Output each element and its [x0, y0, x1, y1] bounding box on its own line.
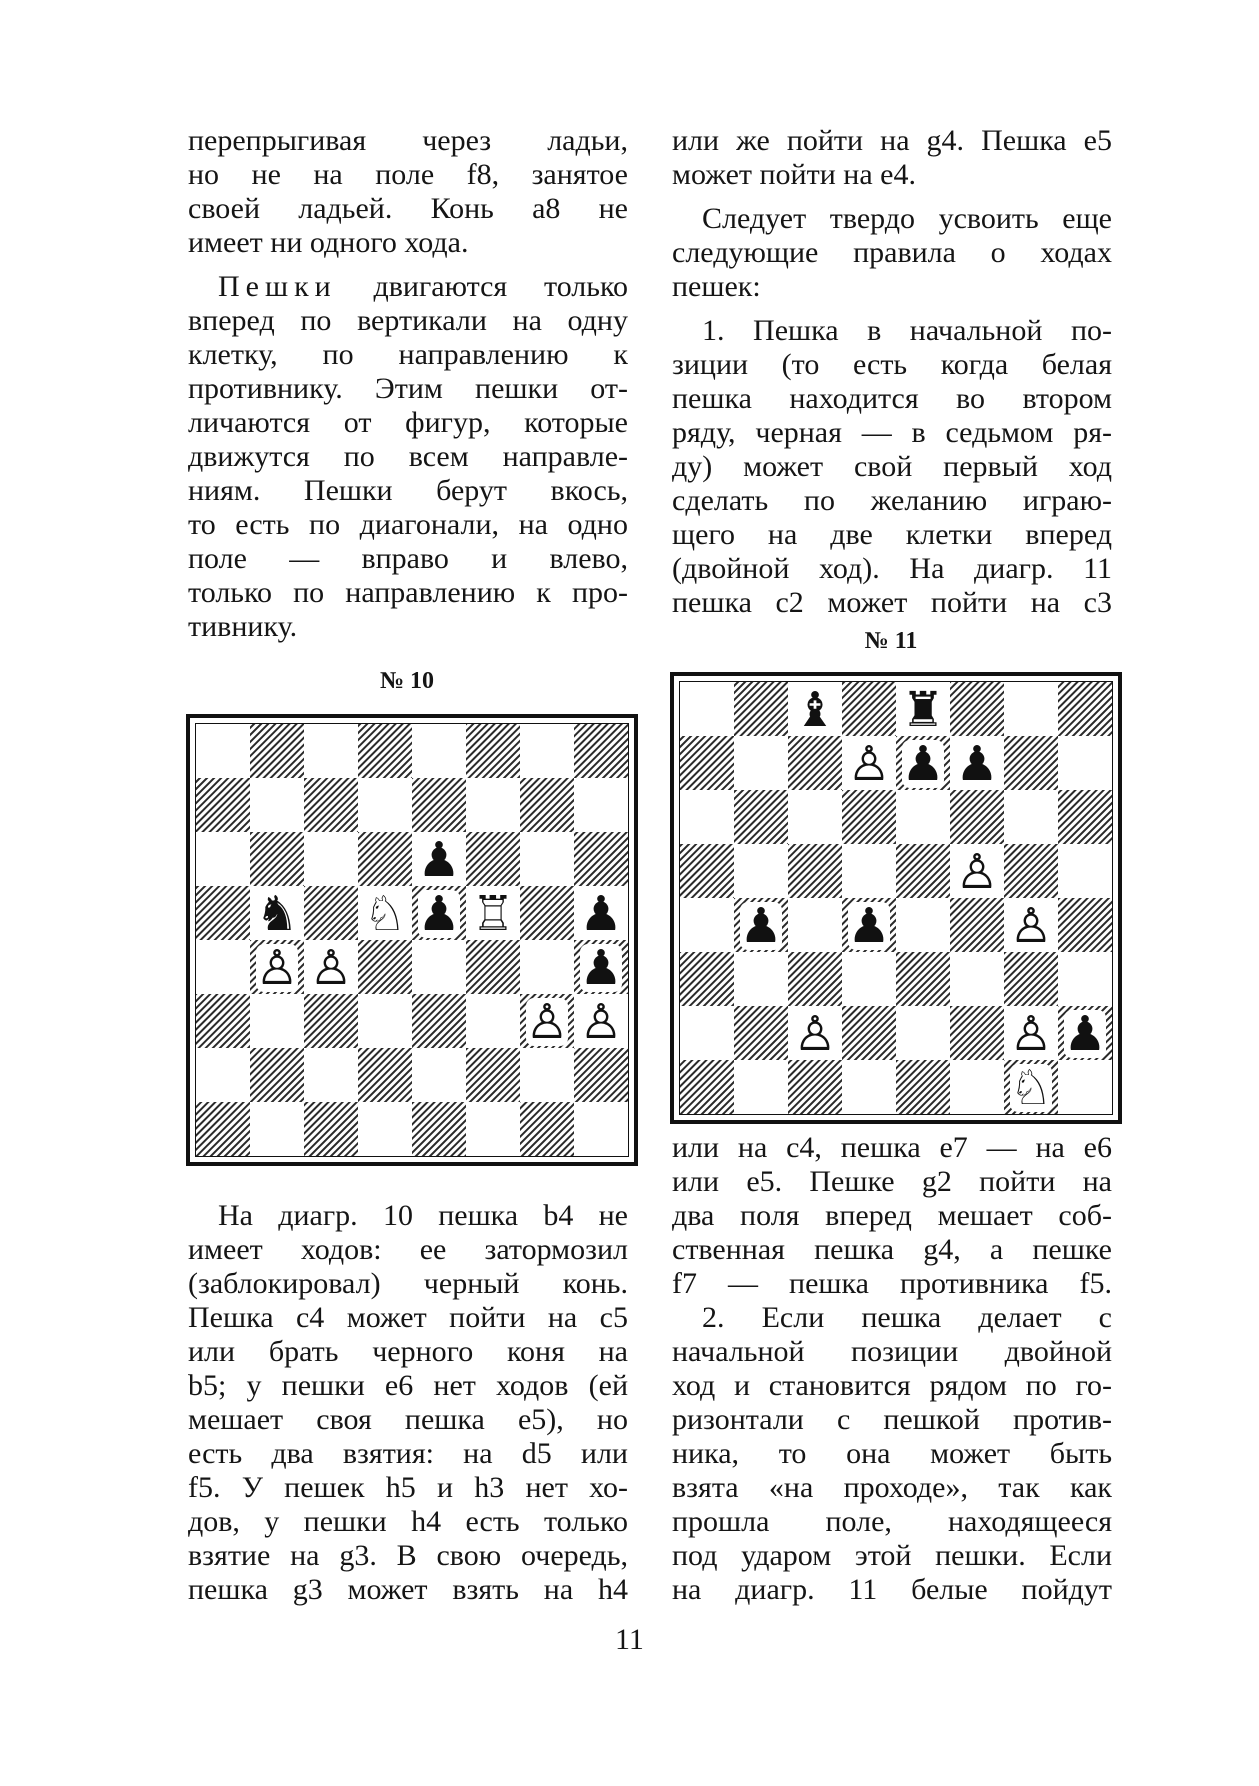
dark-square-h6: [574, 832, 628, 886]
text-line: имеет ни одного хода.: [188, 226, 469, 259]
dark-square-c5: [304, 886, 358, 940]
dark-square-h8: [1058, 682, 1112, 736]
diagram-10-caption: № 10: [379, 668, 435, 694]
light-square-h1: [574, 1102, 628, 1156]
text-line: перепрыгивая через ладьи,: [188, 124, 628, 157]
text-line: личаются от фигур, которые: [188, 406, 628, 439]
left-column-bottom: [188, 1199, 628, 1607]
light-square-h7: [1058, 736, 1112, 790]
light-square-b3: [734, 952, 788, 1006]
text-line: или же пойти на g4. Пешка е5: [672, 124, 1112, 157]
white-pawn-icon: ♙: [309, 940, 353, 996]
light-square-g6: [520, 832, 574, 886]
dark-square-b6: [734, 790, 788, 844]
dark-square-a7: [680, 736, 734, 790]
dark-square-b2: [734, 1006, 788, 1060]
text-line: пешек:: [672, 270, 761, 303]
text-line: ризонтали с пешкой против-: [672, 1403, 1112, 1436]
dark-square-f6: [466, 832, 520, 886]
white-pawn-icon: ♙: [955, 844, 999, 900]
dark-square-c3: [788, 952, 842, 1006]
text-line: взята «на проходе», так как: [672, 1471, 1112, 1504]
diagram-11-frame: [670, 672, 1122, 1124]
dark-square-g5: [1004, 844, 1058, 898]
light-square-b1: [250, 1102, 304, 1156]
text-line: движутся по всем направле-: [188, 440, 628, 473]
dark-square-h2: [574, 1048, 628, 1102]
dark-square-d8: [358, 724, 412, 778]
light-square-f1: [466, 1102, 520, 1156]
dark-square-h4: [1058, 898, 1112, 952]
white-pawn-icon: ♙: [525, 994, 569, 1050]
paragraph-pawn-moves: [188, 270, 628, 644]
light-square-e8: [412, 724, 466, 778]
light-square-f7: [466, 778, 520, 832]
dark-square-f4: [950, 898, 1004, 952]
text-line: есть два взятия: на d5 или: [188, 1437, 628, 1470]
paragraph-knight-moves: [188, 124, 628, 260]
paragraph-rule-1: [672, 314, 1112, 620]
black-pawn-icon: ♟: [847, 898, 891, 954]
dark-square-c7: [788, 736, 842, 790]
light-square-h7: [574, 778, 628, 832]
light-square-h5: [1058, 844, 1112, 898]
light-square-g8: [520, 724, 574, 778]
light-square-g6: [1004, 790, 1058, 844]
text-line: или на с4, пешка е7 — на е6: [672, 1131, 1112, 1164]
text-line: или брать черного коня на: [188, 1335, 628, 1368]
text-line: пешка с2 может пойти на с3: [672, 586, 1112, 619]
light-square-c2: [304, 1048, 358, 1102]
dark-square-f6: [950, 790, 1004, 844]
dark-square-e1: [412, 1102, 466, 1156]
dark-square-a5: [680, 844, 734, 898]
dark-square-a3: [196, 994, 250, 1048]
text-line: щего на две клетки вперед: [672, 518, 1112, 551]
text-line: 2. Если пешка делает с: [702, 1301, 1112, 1334]
dark-square-e1: [896, 1060, 950, 1114]
light-square-e2: [412, 1048, 466, 1102]
light-square-e4: [412, 940, 466, 994]
light-square-g2: [520, 1048, 574, 1102]
text-line: поле — вправо и влево,: [188, 542, 628, 575]
dark-square-b8: [734, 682, 788, 736]
light-square-a6: [196, 832, 250, 886]
light-square-f1: [950, 1060, 1004, 1114]
dark-square-c7: [304, 778, 358, 832]
paragraph-diagram-10-analysis: [188, 1199, 628, 1607]
dark-square-e7: [412, 778, 466, 832]
text-line: своей ладьей. Конь а8 не: [188, 192, 628, 225]
dark-square-a5: [196, 886, 250, 940]
light-square-c6: [788, 790, 842, 844]
light-square-a4: [680, 898, 734, 952]
text-line: имеет ходов: ее затормозил: [188, 1233, 628, 1266]
diagram-10-inner-border: [195, 723, 629, 1157]
light-square-d7: [358, 778, 412, 832]
black-pawn-icon: ♟: [417, 886, 461, 942]
light-square-f3: [466, 994, 520, 1048]
light-square-b3: [250, 994, 304, 1048]
dark-square-f4: [466, 940, 520, 994]
diagram-10-frame: [186, 714, 638, 1166]
white-pawn-icon: ♙: [1009, 1006, 1053, 1062]
text-line: начальной позиции двойной: [672, 1335, 1112, 1368]
white-rook-icon: ♖: [471, 886, 515, 942]
dark-square-c1: [304, 1102, 358, 1156]
dark-square-a3: [680, 952, 734, 1006]
text-line: противнику. Этим пешки от-: [188, 372, 628, 405]
light-square-f3: [950, 952, 1004, 1006]
dark-square-c3: [304, 994, 358, 1048]
text-line: или е5. Пешке g2 пойти на: [672, 1165, 1112, 1198]
dark-square-e5: [896, 844, 950, 898]
white-pawn-icon: ♙: [1009, 898, 1053, 954]
text-line: ника, то она может быть: [672, 1437, 1112, 1470]
dark-square-g3: [1004, 952, 1058, 1006]
light-square-g8: [1004, 682, 1058, 736]
light-square-a6: [680, 790, 734, 844]
dark-square-d6: [842, 790, 896, 844]
light-square-d3: [842, 952, 896, 1006]
text-line: f7 — пешка противника f5.: [672, 1267, 1112, 1300]
dark-square-a1: [196, 1102, 250, 1156]
right-column-top: [672, 124, 1112, 620]
text-line: [188, 270, 628, 304]
black-pawn-icon: ♟: [417, 832, 461, 888]
light-square-b5: [734, 844, 788, 898]
text-line: клетку, по направлению к: [188, 338, 628, 371]
text-line: (двойной ход). На диагр. 11: [672, 552, 1112, 585]
text-line: пешка g3 может взять на h4: [188, 1573, 628, 1606]
light-square-g4: [520, 940, 574, 994]
text-line: мешает своя пешка е5), но: [188, 1403, 628, 1436]
dark-square-f2: [950, 1006, 1004, 1060]
left-column-top: [188, 124, 628, 644]
light-square-c8: [304, 724, 358, 778]
chess-board-diagram-11: [680, 682, 1112, 1114]
light-square-c6: [304, 832, 358, 886]
dark-square-g5: [520, 886, 574, 940]
text-line: два поля вперед мешает соб-: [672, 1199, 1112, 1232]
dark-square-h6: [1058, 790, 1112, 844]
black-rook-icon: ♜: [901, 682, 945, 738]
light-square-b7: [250, 778, 304, 832]
page-number: 11: [615, 1623, 644, 1656]
black-pawn-icon: ♟: [955, 736, 999, 792]
light-square-c4: [788, 898, 842, 952]
paragraph-pawn-rules-intro: [672, 202, 1112, 304]
text-line: Следует твердо усвоить еще: [702, 202, 1112, 235]
spaced-term: Пешки: [218, 270, 337, 303]
light-square-a8: [680, 682, 734, 736]
text-line: то есть по диагонали, на одно: [188, 508, 628, 541]
light-square-a4: [196, 940, 250, 994]
black-knight-icon: ♞: [255, 886, 299, 942]
dark-square-f8: [950, 682, 1004, 736]
text-line: зиции (то есть когда белая: [672, 348, 1112, 381]
dark-square-c1: [788, 1060, 842, 1114]
black-pawn-icon: ♟: [579, 940, 623, 996]
black-pawn-icon: ♟: [739, 898, 783, 954]
dark-square-b8: [250, 724, 304, 778]
black-bishop-icon: ♝: [793, 682, 837, 738]
dark-square-d2: [358, 1048, 412, 1102]
text-line: но не на поле f8, занятое: [188, 158, 628, 191]
light-square-e6: [896, 790, 950, 844]
dark-square-d8: [842, 682, 896, 736]
light-square-h3: [1058, 952, 1112, 1006]
light-square-h1: [1058, 1060, 1112, 1114]
white-pawn-icon: ♙: [255, 940, 299, 996]
text-line: Пешка с4 может пойти на с5: [188, 1301, 628, 1334]
diagram-11-caption: № 11: [864, 628, 918, 654]
dark-square-g1: [520, 1102, 574, 1156]
white-pawn-icon: ♙: [793, 1006, 837, 1062]
dark-square-a7: [196, 778, 250, 832]
dark-square-c5: [788, 844, 842, 898]
light-square-d1: [842, 1060, 896, 1114]
dark-square-e3: [412, 994, 466, 1048]
dark-square-d2: [842, 1006, 896, 1060]
dark-square-e3: [896, 952, 950, 1006]
light-square-b7: [734, 736, 788, 790]
text-line: под ударом этой пешки. Если: [672, 1539, 1112, 1572]
text-line: ственная пешка g4, а пешке: [672, 1233, 1112, 1266]
chess-board-diagram-10: [196, 724, 628, 1156]
text-line: вперед по вертикали на одну: [188, 304, 628, 337]
light-square-d5: [842, 844, 896, 898]
light-square-b1: [734, 1060, 788, 1114]
text-line: ду) может свой первый ход: [672, 450, 1112, 483]
text-line: дов, у пешки h4 есть только: [188, 1505, 628, 1538]
light-square-a2: [196, 1048, 250, 1102]
paragraph-diagram-11-analysis: [672, 1131, 1112, 1301]
white-knight-icon: ♘: [363, 886, 407, 942]
text-fragment: двигаются только: [373, 270, 629, 303]
diagram-11-inner-border: [679, 681, 1113, 1115]
text-line: ряду, черная — в седьмом ря-: [672, 416, 1112, 449]
light-square-e4: [896, 898, 950, 952]
right-column-bottom: [672, 1131, 1112, 1607]
text-line: (заблокировал) черный конь.: [188, 1267, 628, 1300]
dark-square-d4: [358, 940, 412, 994]
light-square-d1: [358, 1102, 412, 1156]
dark-square-b6: [250, 832, 304, 886]
black-pawn-icon: ♟: [579, 886, 623, 942]
dark-square-a1: [680, 1060, 734, 1114]
text-line: прошла поле, находящееся: [672, 1505, 1112, 1538]
dark-square-f2: [466, 1048, 520, 1102]
light-square-d3: [358, 994, 412, 1048]
text-line: 1. Пешка в начальной по-: [702, 314, 1112, 347]
dark-square-h8: [574, 724, 628, 778]
text-line: пешка находится во втором: [672, 382, 1112, 415]
text-line: следующие правила о ходах: [672, 236, 1112, 269]
black-pawn-icon: ♟: [1063, 1006, 1107, 1062]
text-line: только по направлению к про-: [188, 576, 628, 609]
dark-square-g7: [520, 778, 574, 832]
paragraph-e5-pawn: [672, 124, 1112, 192]
text-line: может пойти на е4.: [672, 158, 916, 191]
text-line: ниям. Пешки берут вкось,: [188, 474, 628, 507]
text-line: сделать по желанию играю-: [672, 484, 1112, 517]
paragraph-rule-2: [672, 1301, 1112, 1607]
text-line: взятие на g3. В свою очередь,: [188, 1539, 628, 1572]
dark-square-b2: [250, 1048, 304, 1102]
text-line: тивнику.: [188, 610, 298, 643]
light-square-e2: [896, 1006, 950, 1060]
dark-square-d6: [358, 832, 412, 886]
text-line: На диагр. 10 пешка b4 не: [218, 1199, 628, 1232]
black-pawn-icon: ♟: [901, 736, 945, 792]
light-square-a8: [196, 724, 250, 778]
text-line: b5; у пешки е6 нет ходов (ей: [188, 1369, 628, 1402]
text-line: f5. У пешек h5 и h3 нет хо-: [188, 1471, 628, 1504]
white-pawn-icon: ♙: [847, 736, 891, 792]
dark-square-f8: [466, 724, 520, 778]
dark-square-g7: [1004, 736, 1058, 790]
text-line: ход и становится рядом по го-: [672, 1369, 1112, 1402]
text-line: на диагр. 11 белые пойдут: [672, 1573, 1112, 1606]
white-knight-icon: ♘: [1009, 1060, 1053, 1114]
light-square-a2: [680, 1006, 734, 1060]
white-pawn-icon: ♙: [579, 994, 623, 1050]
